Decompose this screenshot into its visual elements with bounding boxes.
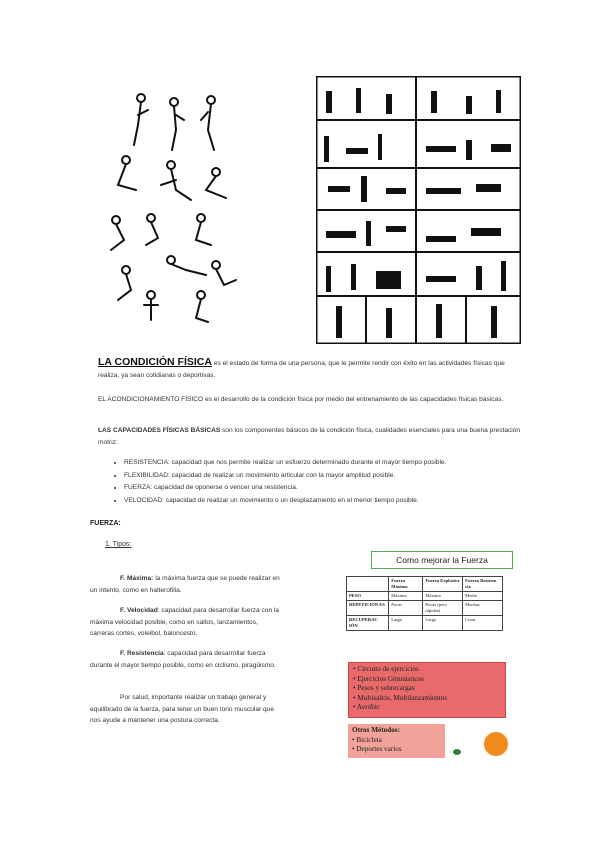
fuerza-resistencia-paragraph bbox=[90, 648, 280, 671]
table-cell: REPETICION ES bbox=[347, 601, 389, 616]
intro-text: es el estado de forma de una persona, que le permite rendir con éxito en las actividades físicas que realiza, ya sean cotidianas o deportivas. bbox=[98, 360, 505, 379]
fuerza-table bbox=[346, 576, 503, 631]
table-cell: PESO bbox=[347, 592, 389, 601]
capacidades-title: LAS CAPACIDADES FÍSICAS BÁSICAS bbox=[98, 427, 221, 434]
table-cell: Medio bbox=[463, 592, 503, 601]
otros-metodos-box bbox=[348, 724, 445, 758]
orange-circle-icon bbox=[484, 732, 508, 756]
table-cell: Pocas bbox=[389, 601, 423, 616]
methods-box bbox=[348, 662, 506, 718]
list-item: • FLEXIBILIDAD: capacidad de realizar un movimiento articular con la mayor amplitud posible. bbox=[124, 470, 564, 483]
list-item: • FUERZA: capacidad de oponerse o vencer una resistencia. bbox=[124, 482, 564, 495]
table-cell: RECUPERAC IÓN bbox=[347, 616, 389, 631]
list-item: • Pesos y sobrecargas bbox=[353, 684, 415, 692]
tipos-label: 1. Tipos: bbox=[105, 541, 132, 548]
capacidades-list bbox=[90, 457, 564, 507]
fuerza-velocidad-text: : capacidad para desarrollar fuerza con la máxima velocidad posible, como en saltos, lanzamientos, carreras cortes, voleibol, baloncesto. bbox=[90, 607, 280, 637]
table-header: Fuerza Resisten cia bbox=[463, 577, 503, 592]
table-header: Fuerza Máxima bbox=[389, 577, 423, 592]
table-cell: Máximo bbox=[389, 592, 423, 601]
table-cell: Larga bbox=[423, 616, 463, 631]
fuerza-maxima-paragraph bbox=[90, 573, 280, 596]
fuerza-resistencia-text: : capacidad para desarrollar fuerza durante el mayor tiempo posible, como en ciclismo, piragüismo. bbox=[90, 650, 276, 669]
infographic-title: Como mejorar la Fuerza bbox=[371, 551, 513, 569]
decorative-dot-icon bbox=[453, 749, 461, 755]
acondicionamiento-paragraph: EL ACONDICIONAMIENTO FÍSICO es el desarrollo de la condición física por medio del entrenamiento de las capacidades físicas básicas. bbox=[98, 396, 504, 403]
list-item: • Bicicleta bbox=[352, 735, 382, 744]
exercise-grid-illustration bbox=[316, 76, 521, 344]
table-header-row bbox=[347, 577, 503, 592]
otros-title: Otros Métodos: bbox=[352, 726, 400, 734]
table-cell: Máximo bbox=[423, 592, 463, 601]
fuerza-velocidad-label: F. Velocidad bbox=[120, 607, 158, 614]
table-cell: Larga bbox=[389, 616, 423, 631]
list-item: • Circuito de ejercicios bbox=[353, 665, 419, 673]
table-header bbox=[347, 577, 389, 592]
table-row bbox=[347, 616, 503, 631]
stretching-exercises-illustration bbox=[96, 90, 246, 330]
fuerza-maxima-text: la máxima fuerza que se puede realizar en un intento, como en halterofilia. bbox=[90, 575, 280, 594]
page-title: LA CONDICIÓN FÍSICA bbox=[98, 356, 212, 368]
fuerza-resistencia-label: F. Resistencia bbox=[120, 650, 164, 657]
capacidades-paragraph bbox=[98, 425, 524, 448]
fuerza-velocidad-paragraph bbox=[90, 605, 280, 640]
intro-paragraph bbox=[98, 357, 524, 381]
list-item: • VELOCIDAD: capacidad de realizar un movimiento o un desplazamiento en el menor tiempo posible. bbox=[124, 495, 564, 508]
list-item: • RESISTENCIA: capacidad que nos permite realizar un esfuerzo determinado durante el mayor tiempo posible. bbox=[124, 457, 564, 470]
table-cell: Corta bbox=[463, 616, 503, 631]
table-row bbox=[347, 601, 503, 616]
capacidades-text: son los componentes básicos de la condición física, cualidades esenciales para una buena prestación motriz: bbox=[98, 427, 521, 446]
table-header: Fuerza Explosiva bbox=[423, 577, 463, 592]
salud-paragraph: Por salud, importante realizar un trabajo general y equilibrado de la fuerza, para tener un buen tono muscular que nos ayude a mantener una postura correcta. bbox=[90, 694, 275, 724]
list-item: • Multisaltos, Multilanzamientos bbox=[353, 693, 448, 702]
fuerza-heading: FUERZA: bbox=[90, 520, 121, 527]
list-item: • Ejercicios Gimnásticos bbox=[353, 674, 424, 683]
list-item: • Aeróbic bbox=[353, 703, 381, 711]
list-item: • Deportes varios bbox=[352, 745, 402, 753]
table-cell: Pocas (pero rápidas) bbox=[423, 601, 463, 616]
table-row bbox=[347, 592, 503, 601]
table-cell: Muchas bbox=[463, 601, 503, 616]
fuerza-maxima-label: F. Máxima: bbox=[120, 575, 154, 582]
